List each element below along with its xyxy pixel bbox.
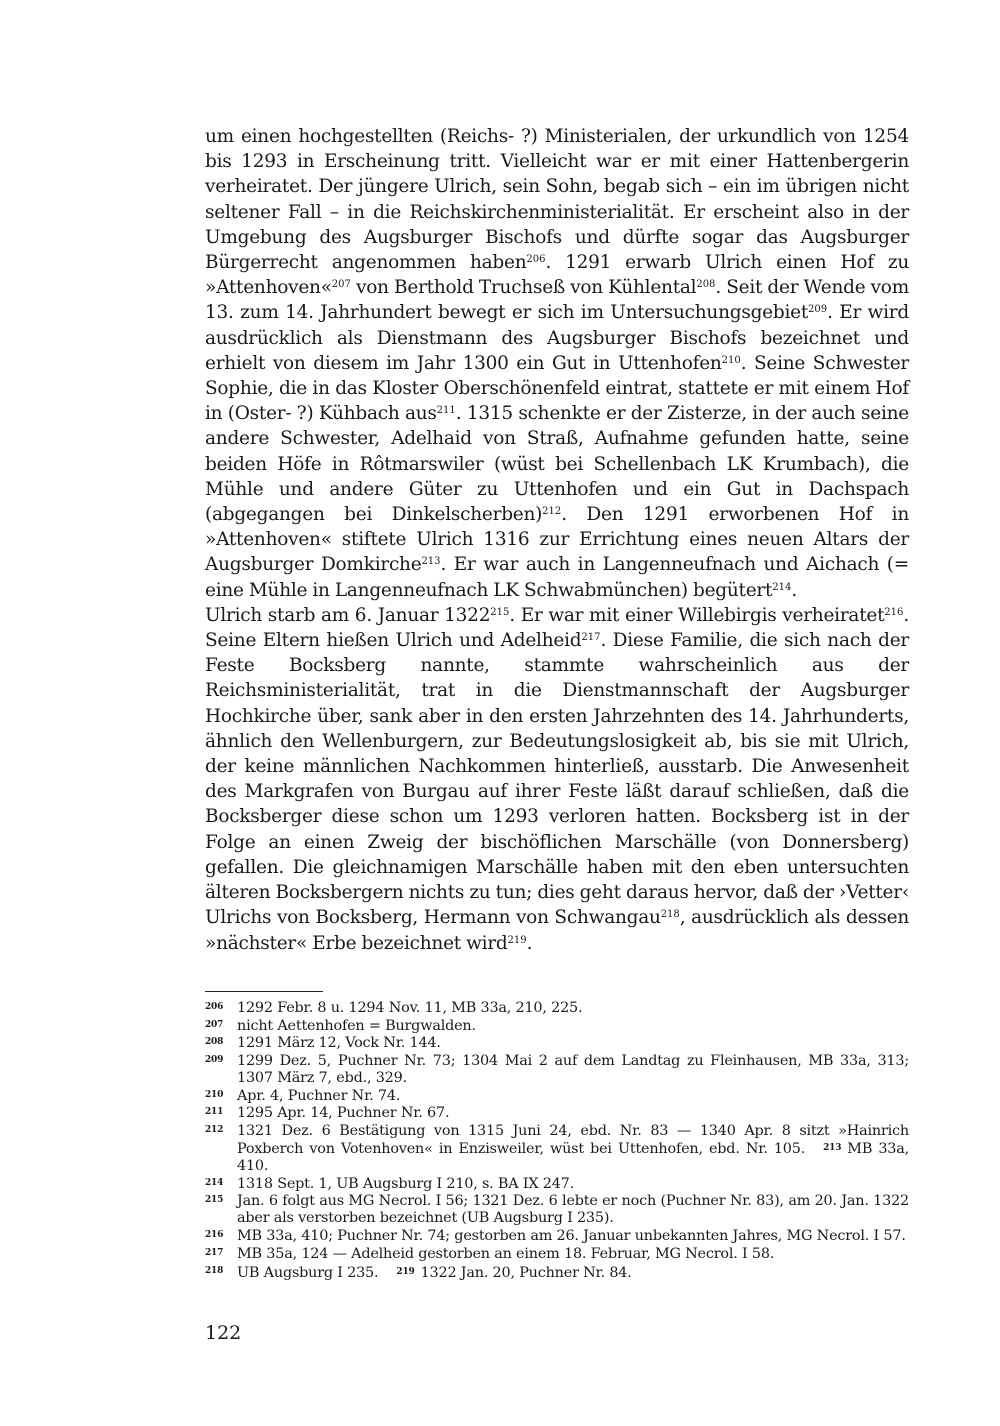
footnote-number: 218 [205,1265,224,1276]
footnote-text-run: MB 35a, 124 — Adelheid gestorben an einem 18. Februar, MG Necrol. I 58. [237,1245,775,1262]
footnote [205,1035,909,1052]
paragraph [205,124,909,603]
footnote-reference[interactable]: 207 [331,279,351,291]
footnote-reference[interactable]: 213 [421,556,441,568]
footnote-number: 217 [205,1247,224,1258]
footnote [205,1193,909,1227]
main-text [205,124,909,956]
footnote [205,1000,909,1017]
footnote [205,1105,909,1122]
text-run: . [791,579,797,601]
text-run: . Den 1291 erworbenen Hof in »Attenhoven« stiftete Ulrich 1316 zur Errichtung eines neuen Altars der Augsburger Domkirche [205,504,910,576]
footnote-reference[interactable]: 218 [660,909,680,921]
text-run: . Seine Schwester Sophie, die in das Kloster Oberschönenfeld eintrat, stattete er mit einem Hof in (Oster- ?) Kühbach aus [205,352,909,425]
footnote-number: 211 [205,1107,224,1118]
footnote-number: 216 [205,1230,224,1241]
text-run: . Er wird ausdrücklich als Dienstmann des Augsburger Bischofs bezeichnet und erhielt von diesem im Jahr 1300 ein Gut in Uttenhofen [205,302,909,374]
footnote-text-run: MB 33a, 410. [237,1141,909,1174]
footnote-reference[interactable]: 215 [490,606,510,618]
text-run: . [526,932,533,954]
text-run: . Er war auch in Langenneufnach und Aichach (= eine Mühle in Langenneufnach LK Schwabmünchen) begütert [205,554,909,601]
text-run: , ausdrücklich als dessen »nächster« Erbe bezeichnet wird [205,907,909,954]
footnote [205,1264,909,1282]
footnote [205,1053,909,1087]
footnote-number: 206 [205,1001,224,1012]
footnote-text-run: 1292 Febr. 8 u. 1294 Nov. 11, MB 33a, 210, 225. [237,999,583,1016]
footnote-number: 219 [396,1266,415,1277]
footnote-text-run: Jan. 6 folgt aus MG Necrol. I 56; 1321 Dez. 6 lebte er noch (Puchner Nr. 83), am 20. Jan. 1322 aber als verstorben bezeichnet (UB Augsburg I 235). [237,1193,909,1227]
footnote-text [237,1176,909,1193]
footnote-text [237,1193,909,1227]
footnote-text-run: MB 33a, 410; Puchner Nr. 74; gestorben am 26. Januar unbekannten Jahres, MG Necrol. I 57. [237,1228,906,1245]
footnote-number: 214 [205,1177,224,1188]
footnote-number: 209 [205,1055,224,1066]
footnote-reference[interactable]: 219 [507,934,527,946]
footnote-text [237,1264,909,1282]
footnote-text-run: UB Augsburg I 235. [237,1264,379,1281]
footnote-text [237,1123,909,1174]
text-run: . 1291 erwarb Ulrich einen Hof zu »Attenhoven« [205,252,909,299]
footnote-number: 208 [205,1037,224,1048]
footnote-text-run: 1318 Sept. 1, UB Augsburg I 210, s. BA IX 247. [237,1175,574,1192]
footnote [205,1228,909,1245]
page-content [205,124,909,1282]
text-run: von Berthold Truchseß von Kühlental [350,277,697,299]
footnote-text-run: 1299 Dez. 5, Puchner Nr. 73; 1304 Mai 2 auf dem Landtag zu Fleinhausen, MB 33a, 313; 1307 März 7, ebd., 329. [237,1053,909,1086]
footnote-text-run: Apr. 4, Puchner Nr. 74. [237,1087,401,1104]
footnote-reference[interactable]: 216 [884,606,904,618]
footnote-text [237,1088,909,1105]
paragraph [205,603,909,956]
footnote-reference[interactable]: 208 [696,279,716,291]
footnote-text [237,1000,909,1017]
footnote [205,1088,909,1105]
text-run: um einen hochgestellten (Reichs- ?) Ministerialen, der urkundlich von 1254 bis 1293 in Erscheinung tritt. Vielleicht war er mit einer Hattenbergerin verheiratet. Der jüngere Ulrich, sein Sohn, begab sich – ein im übrigen nicht seltener Fall – in die Reichskirchenministerialität. Er erscheint also in der Umgebung des Augsburger Bischofs und dürfte sogar das Augsburger Bürgerrecht angenommen haben [205,126,909,274]
footnote-text [237,1053,909,1087]
page-number: 122 [205,1322,242,1344]
footnote-reference[interactable]: 217 [581,632,601,644]
text-run: Ulrich starb am 6. Januar 1322 [205,604,491,626]
footnote-text [237,1228,909,1245]
footnote-text-run: 1322 Jan. 20, Puchner Nr. 84. [420,1264,632,1281]
footnote-number: 210 [205,1089,224,1100]
footnote-reference[interactable]: 210 [721,354,741,366]
text-run: . 1315 schenkte er der Zisterze, in der auch seine andere Schwester, Adelhaid von Straß, Aufnahme gefunden hatte, seine beiden Höfe in Rôtmarswiler (wüst bei Schellenbach LK Krumbach), die Mühle und andere Güter zu Uttenhofen und ein Gut in Dachspach (abgegangen bei Dinkelscherben) [205,403,910,526]
footnote-number: 215 [205,1195,224,1206]
footnote-reference[interactable]: 211 [436,405,456,417]
footnote-text [237,1035,909,1052]
footnote-number: 213 [823,1143,842,1154]
text-run: . Er war mit einer Willebirgis verheiratet [509,604,885,626]
footnote [205,1018,909,1035]
footnote-text [237,1018,909,1035]
footnote-reference[interactable]: 206 [526,254,546,266]
footnotes [205,1000,909,1282]
footnote-text-run: 1295 Apr. 14, Puchner Nr. 67. [237,1105,450,1122]
footnote-text [237,1246,909,1263]
text-run: . Seit der Wende vom 13. zum 14. Jahrhundert bewegt er sich im Untersuchungsgebiet [205,277,909,324]
footnote [205,1176,909,1193]
footnote-reference[interactable]: 212 [542,506,562,518]
footnote-text-run: nicht Aettenhofen = Burgwalden. [237,1017,476,1034]
footnote [205,1123,909,1174]
footnote-reference[interactable]: 214 [772,581,792,593]
footnote-text-run: 1291 März 12, Vock Nr. 144. [237,1035,441,1052]
footnote-number: 207 [205,1019,224,1030]
text-run: . Diese Familie, die sich nach der Feste Bocksberg nannte, stammte wahrscheinlich aus der Reichsministerialität, trat in die Dienstmannschaft der Augsburger Hochkirche über, sank aber in den ersten Jahrzehnten des 14. Jahrhunderts, ähnlich den Wellenburgern, zur Bedeutungslosigkeit ab, bis sie mit Ulrich, der keine männlichen Nachkommen hinterließ, ausstarb. Die Anwesenheit des Markgrafen von Burgau auf ihrer Feste läßt darauf schließen, daß die Bocksberger diese schon um 1293 verloren hatten. Bocksberg ist in der Folge an einen Zweig der bischöflichen Marschälle (von Donnersberg) gefallen. Die gleichnamigen Marschälle haben mit den eben untersuchten älteren Bocksbergern nichts zu tun; dies geht daraus hervor, daß der ›Vetter‹ Ulrichs von Bocksberg, Hermann von Schwangau [205,630,909,929]
text-run: . Seine Eltern hießen Ulrich und Adelheid [205,604,909,652]
footnote-reference[interactable]: 209 [808,304,828,316]
footnote-separator [205,991,323,992]
footnote-text-run: 1321 Dez. 6 Bestätigung von 1315 Juni 24, ebd. Nr. 83 — 1340 Apr. 8 sitzt »Hainrich Poxberch von Votenhoven« in Enzisweiler, wüst bei Uttenhofen, ebd. Nr. 105. [237,1123,909,1158]
footnote [205,1246,909,1263]
footnote-text [237,1105,909,1122]
footnote-number: 212 [205,1125,224,1136]
